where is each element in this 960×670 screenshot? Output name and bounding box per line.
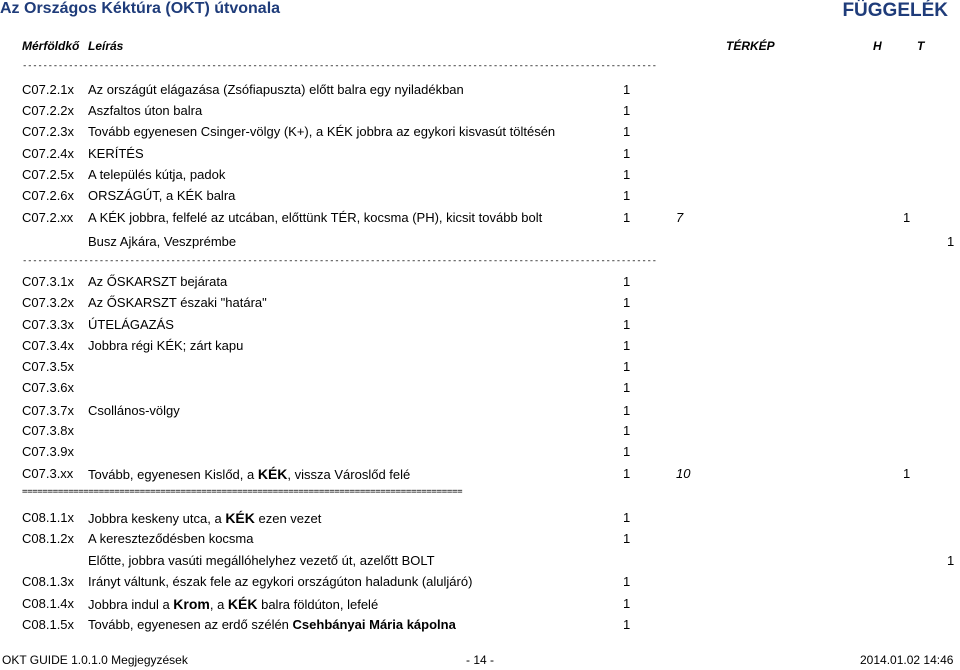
- header-h: H: [873, 39, 882, 53]
- row-description: Jobbra régi KÉK; zárt kapu: [88, 338, 244, 353]
- row-code: C07.2.2x: [22, 103, 75, 118]
- row-code: C07.2.4x: [22, 146, 75, 161]
- row-h-value: 1: [623, 146, 631, 161]
- row-h-value: 1: [623, 103, 631, 118]
- row-code: C07.3.3x: [22, 317, 75, 332]
- row-code: C07.3.2x: [22, 295, 75, 310]
- row-code: C07.3.8x: [22, 423, 75, 438]
- document-title: Az Országos Kéktúra (OKT) útvonala: [0, 0, 281, 17]
- row-description: Előtte, jobbra vasúti megállóhelyhez vezető út, azelőtt BOLT: [88, 553, 435, 568]
- row-description: KERÍTÉS: [88, 146, 144, 161]
- row-h-value: 1: [623, 617, 631, 632]
- row-description: [88, 594, 378, 614]
- row-h-value: 1: [623, 167, 631, 182]
- section-title: FÜGGELÉK: [842, 0, 948, 21]
- row-code: C07.3.6x: [22, 380, 75, 395]
- row-description: [88, 615, 456, 635]
- header-milestone: Mérföldkő: [22, 39, 80, 53]
- row-description: Az országút elágazása (Zsófiapuszta) előtt balra egy nyiladékban: [88, 82, 464, 97]
- row-code: C07.2.5x: [22, 167, 75, 182]
- row-h-value: 1: [623, 444, 631, 459]
- row-description-emphasis: KÉK: [225, 510, 255, 526]
- row-code: C08.1.1x: [22, 510, 75, 525]
- row-t-value: 1: [903, 466, 911, 481]
- row-code: C07.3.4x: [22, 338, 75, 353]
- row-description-part: , vissza Városlőd felé: [287, 467, 411, 482]
- row-description-part: balra földúton, lefelé: [257, 597, 379, 612]
- row-description: A KÉK jobbra, felfelé az utcában, előttünk TÉR, kocsma (PH), kicsit tovább bolt: [88, 210, 543, 225]
- row-code: C07.3.5x: [22, 359, 75, 374]
- row-description-emphasis: Csehbányai Mária kápolna: [292, 617, 456, 632]
- row-code: C08.1.2x: [22, 531, 75, 546]
- row-description: Irányt váltunk, észak fele az egykori országúton haladunk (aluljáró): [88, 574, 473, 589]
- separator-equals: ======================================================================================: [22, 487, 463, 497]
- row-description: Aszfaltos úton balra: [88, 103, 203, 118]
- row-code: C07.3.7x: [22, 403, 75, 418]
- row-code: C07.2.3x: [22, 124, 75, 139]
- row-description: [88, 464, 410, 484]
- header-description: Leírás: [88, 39, 124, 53]
- row-code: C08.1.3x: [22, 574, 75, 589]
- row-h-value: 1: [623, 403, 631, 418]
- footer-page-number: - 14 -: [466, 653, 495, 667]
- row-h-value: 1: [623, 295, 631, 310]
- row-code: C07.2.xx: [22, 210, 74, 225]
- row-h-value: 1: [623, 423, 631, 438]
- row-h-value: 1: [623, 466, 631, 481]
- row-description: Tovább egyenesen Csinger-völgy (K+), a KÉK jobbra az egykori kisvasút töltésén: [88, 124, 556, 139]
- row-h-value: 1: [947, 553, 955, 568]
- row-description-emphasis: KÉK: [227, 596, 258, 612]
- row-description: Az ŐSKARSZT bejárata: [88, 274, 228, 289]
- row-h-value: 1: [623, 210, 631, 225]
- row-h-value: 1: [623, 124, 631, 139]
- row-description: [88, 508, 321, 528]
- footer-timestamp: 2014.01.02 14:46: [860, 653, 954, 667]
- row-h-value: 1: [623, 380, 631, 395]
- row-h-value: 1: [623, 574, 631, 589]
- footer-left: OKT GUIDE 1.0.1.0 Megjegyzések: [2, 653, 188, 667]
- row-h-value: 1: [623, 531, 631, 546]
- row-h-value: 1: [623, 338, 631, 353]
- row-description-part: ezen vezet: [254, 511, 322, 526]
- separator-dashes: ----------------------------------------------------------------------------------------------------------------------------: [22, 256, 657, 266]
- separator-dashes: ----------------------------------------------------------------------------------------------------------------------------: [22, 61, 657, 71]
- row-code: C07.3.9x: [22, 444, 75, 459]
- row-code: C07.3.1x: [22, 274, 75, 289]
- row-description-part: Jobbra indul a: [88, 597, 174, 612]
- row-map-value: 10: [676, 466, 691, 481]
- row-h-value: 1: [623, 188, 631, 203]
- row-code: C07.3.xx: [22, 466, 74, 481]
- row-description: Az ŐSKARSZT északi "határa": [88, 295, 267, 310]
- row-h-value: 1: [623, 596, 631, 611]
- row-description-part: Jobbra keskeny utca, a: [88, 511, 226, 526]
- row-h-value: 1: [623, 317, 631, 332]
- row-description-emphasis: Krom: [173, 596, 210, 612]
- row-map-value: 7: [676, 210, 684, 225]
- row-description: Csollános-völgy: [88, 403, 180, 418]
- row-description-part: Tovább, egyenesen az erdő szélén: [88, 617, 293, 632]
- row-code: C07.2.6x: [22, 188, 75, 203]
- row-h-value: 1: [623, 510, 631, 525]
- header-map: TÉRKÉP: [726, 39, 775, 53]
- row-code: C08.1.5x: [22, 617, 75, 632]
- header-t: T: [917, 39, 925, 53]
- row-description: A kereszteződésben kocsma: [88, 531, 254, 546]
- row-code: C08.1.4x: [22, 596, 75, 611]
- row-description: ORSZÁGÚT, a KÉK balra: [88, 188, 236, 203]
- row-description: ÚTELÁGAZÁS: [88, 317, 174, 332]
- row-h-value: 1: [947, 234, 955, 249]
- row-description: Busz Ajkára, Veszprémbe: [88, 234, 237, 249]
- row-h-value: 1: [623, 359, 631, 374]
- row-description-part: , a: [209, 597, 228, 612]
- row-code: C07.2.1x: [22, 82, 75, 97]
- row-h-value: 1: [623, 82, 631, 97]
- row-h-value: 1: [623, 274, 631, 289]
- row-description-part: Tovább, egyenesen Kislőd, a: [88, 467, 258, 482]
- row-t-value: 1: [903, 210, 911, 225]
- row-description: A település kútja, padok: [88, 167, 226, 182]
- row-description-emphasis: KÉK: [257, 466, 288, 482]
